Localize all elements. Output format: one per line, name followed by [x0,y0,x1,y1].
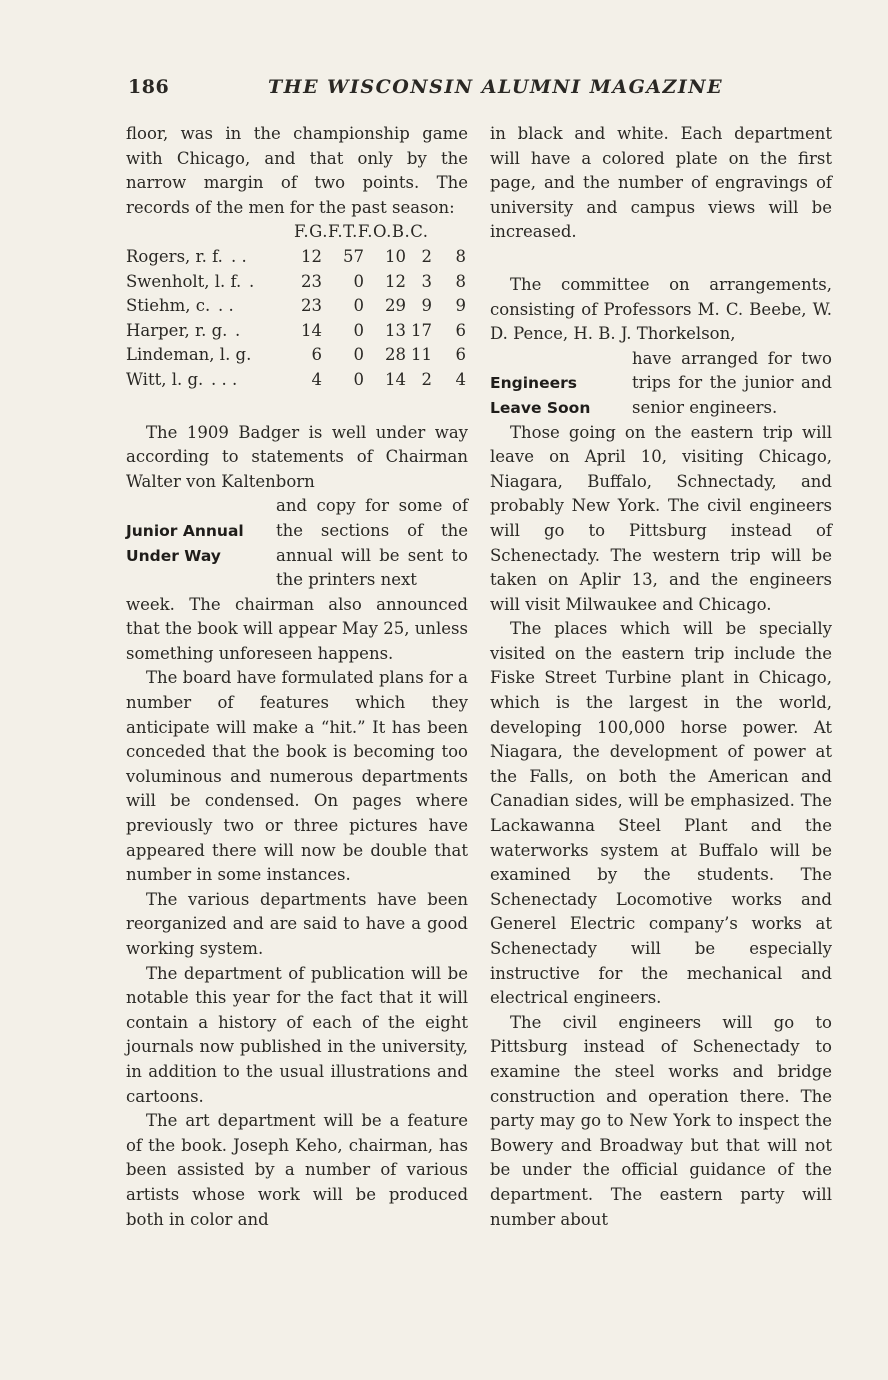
board-paragraph: The board have formulated plans for a number of features which they anticipate will make a “hit.” It has been conceded that the book is becoming too voluminous and numerous departments will be condensed. On pages where previously two or three pictures have appeared there will now be double that number in some instances. [126,668,469,885]
stats-row [126,270,468,295]
stat-value: 6 [455,345,466,365]
leader-dots: . [249,271,255,291]
page-header [128,76,832,106]
page-number: 186 [128,76,170,98]
player-name: Harper, r. g. [126,320,228,340]
stat-value: 28 [385,345,406,365]
leader-dots: . . [231,246,247,266]
player-stats-table [126,220,468,392]
leader-dots: . . [218,296,234,316]
stats-row [126,368,468,393]
stat-value: 9 [421,296,432,316]
running-title: THE WISCONSIN ALUMNI MAGAZINE [268,76,724,98]
player-name: Rogers, r. f. [126,246,223,266]
civil-engineers-paragraph: The civil engineers will go to Pittsburg instead of Schenectady to examine the steel works and bridge construction and operation there. The party may go to New York to inspect the Bowery and Broadway but that will not be under the official guidance of the department. The eastern party will number about [490,1012,832,1229]
departments-paragraph: The various departments have been reorganized and are said to have a good working system. [126,889,468,958]
leader-dots: . . . [211,369,238,389]
stat-value: 29 [385,296,406,316]
sidehead-leave-soon: Leave Soon [490,398,591,417]
stat-value: 0 [353,296,364,316]
sidehead-under-way: Under Way [126,546,221,565]
stat-value: 14 [385,369,406,389]
stat-value: 6 [311,345,322,365]
junior-annual-section [126,421,468,667]
committee-paragraph-wrap: have arranged for two trips for the junior and senior engineers. [632,348,832,417]
stat-value: 12 [301,246,322,266]
stat-value: 0 [353,345,364,365]
badger-paragraph-end: week. The chairman also announced that the book will appear May 25, unless something unforeseen happens. [126,594,468,663]
stats-header: F.G.F.T.F.O.B.C. [294,222,429,242]
intro-paragraph: floor, was in the championship game with Chicago, and that only by the narrow margin of two points. The records of the men for the past season: [126,124,468,217]
stat-value: 3 [421,271,432,291]
stats-row [126,319,468,344]
stat-value: 8 [455,271,466,291]
right-column [490,122,832,1292]
sidehead-engineers: Engineers [490,374,577,393]
committee-paragraph-start: The committee on arrangements, consisting of Professors M. C. Beebe, W. D. Pence, H. B. J. Thorkelson, [490,274,832,344]
stat-value: 0 [353,369,364,389]
sidehead-junior-annual: Junior Annual [126,521,244,540]
stat-value: 14 [301,320,322,340]
places-paragraph: The places which will be specially visited on the eastern trip include the Fiske Street Turbine plant in Chicago, which is the largest in the world, developing 100,000 horse power. At Niagara, the development of power at the Falls, on both the American and Canadian sides, will be emphasized. The Lackawanna Steel Plant and the waterworks system at Buffalo will be examined by the students. The Schenectady Locomotive works and Generel Electric company’s works at Schenectady will be especially instructive for the mechanical and electrical engineers. [490,619,832,1008]
stat-value: 11 [411,345,432,365]
stat-value: 13 [385,320,406,340]
player-name: Witt, l. g. [126,369,204,389]
stats-row [126,245,468,270]
stat-value: 12 [385,271,406,291]
eastern-trip-paragraph: Those going on the eastern trip will leave on April 10, visiting Chicago, Niagara, Buffalo, Schnectady, and probably New York. The civil engineers will go to Pittsburg instead of Schenectady. The western trip will be taken on Aplir 13, and the engineers will visit Milwaukee and Chicago. [490,422,832,614]
stat-value: 17 [411,320,432,340]
stat-value: 8 [455,246,466,266]
stat-value: 10 [385,246,406,266]
continued-paragraph: in black and white. Each department will have a colored plate on the first page, and the number of engravings of university and campus views will be increased. [490,124,832,242]
badger-paragraph-start: The 1909 Badger is well under way according to statements of Chairman Walter von Kaltenborn [126,422,468,491]
publication-paragraph: The department of publication will be notable this year for the fact that it will contain a history of each of the eight journals now published in the university, in addition to the usual illustrations and cartoons. [126,963,468,1106]
stat-value: 2 [421,369,432,389]
leader-dots: . [235,320,241,340]
stat-value: 4 [455,369,466,389]
player-name: Swenholt, l. f. [126,271,242,291]
stats-row [126,294,468,319]
stats-row [126,343,468,368]
stat-value: 2 [421,246,432,266]
stat-value: 9 [455,296,466,316]
player-name: Stiehm, c. [126,296,211,316]
badger-paragraph-wrap: and copy for some of the sections of the annual will be sent to the printers next [276,496,468,590]
art-department-paragraph: The art department will be a feature of the book. Joseph Keho, chairman, has been assisted by a number of various artists whose work will be produced both in color and [126,1111,468,1229]
stat-value: 23 [301,271,322,291]
player-name: Lindeman, l. g. [126,345,252,365]
stat-value: 0 [353,320,364,340]
engineers-section [490,273,832,421]
stat-value: 57 [343,246,364,266]
stat-value: 23 [301,296,322,316]
stat-value: 4 [311,369,322,389]
stat-value: 0 [353,271,364,291]
left-column [126,122,468,1292]
stat-value: 6 [455,320,466,340]
